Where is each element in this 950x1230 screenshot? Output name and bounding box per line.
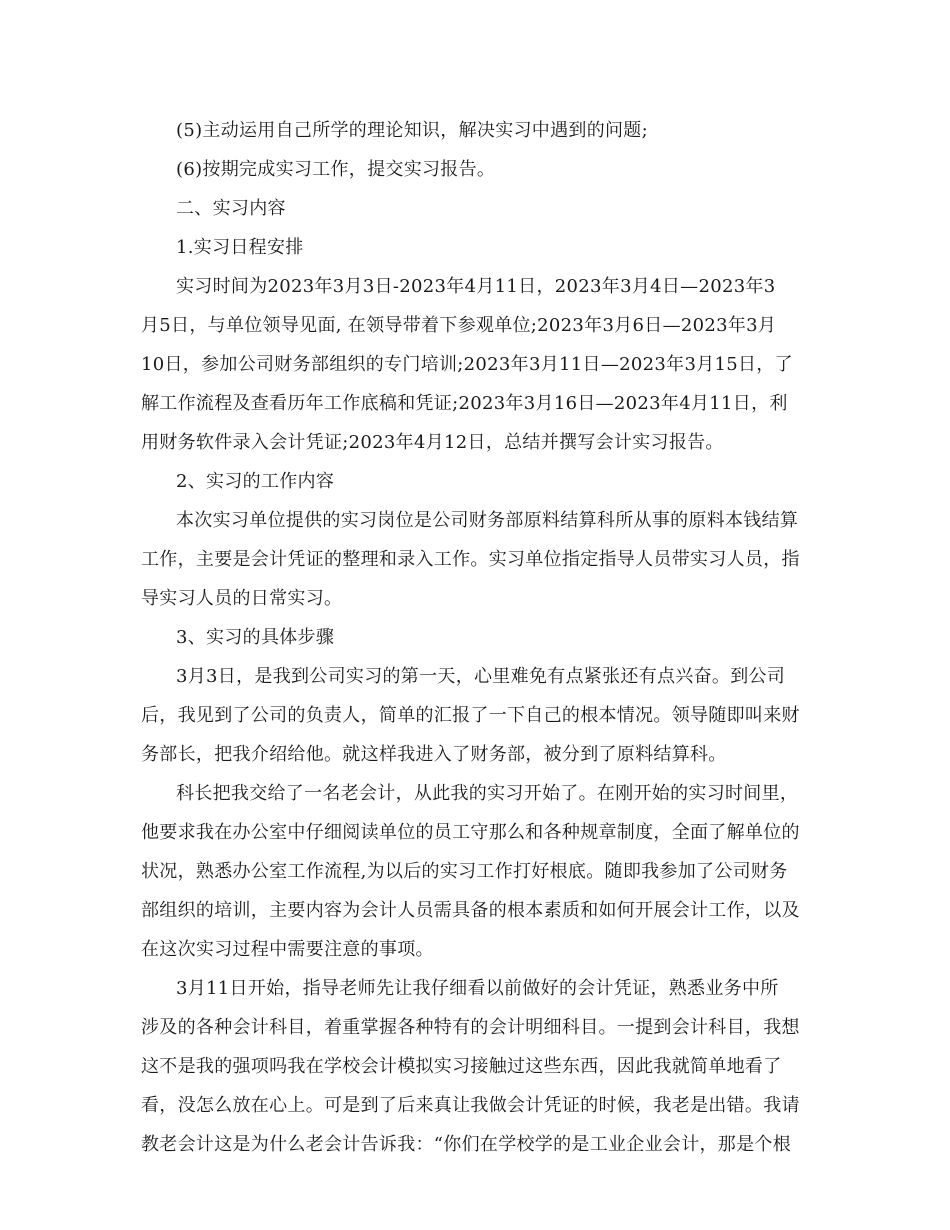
text-line: 月5日，与单位领导见面, 在领导带着下参观单位;2023年3月6日—2023年3月 — [141, 315, 777, 336]
text-line: 用财务软件录入会计凭证;2023年4月12日，总结并撰写会计实习报告。 — [141, 432, 724, 453]
text-line: 状况，熟悉办公室工作流程,为以后的实习工作打好根底。随即我参加了公司财务 — [141, 861, 788, 882]
subsection-heading: 1.实习日程安排 — [176, 237, 304, 258]
text-line: 解工作流程及查看历年工作底稿和凭证;2023年3月16日—2023年4月11日，利 — [141, 393, 788, 414]
text-line: 看，没怎么放在心上。可是到了后来真让我做会计凭证的时候，我老是出错。我请 — [141, 1095, 800, 1116]
text-line: 3月11日开始，指导老师先让我仔细看以前做好的会计凭证，熟悉业务中所 — [176, 978, 779, 999]
subsection-heading: 3、实习的具体步骤 — [176, 627, 335, 648]
text-line: 科长把我交给了一名老会计，从此我的实习开始了。在刚开始的实习时间里， — [176, 783, 799, 804]
text-line: 后，我见到了公司的负责人，简单的汇报了一下自己的根本情况。领导随即叫来财 — [141, 705, 800, 726]
text-line: 实习时间为2023年3月3日-2023年4月11日，2023年3月4日—2023年3 — [176, 276, 776, 297]
section-heading: 二、实习内容 — [176, 198, 286, 219]
text-line: 务部长，把我介绍给他。就这样我进入了财务部，被分到了原料结算科。 — [141, 744, 727, 765]
text-line: 涉及的各种会计科目，着重掌握各种特有的会计明细科目。一提到会计科目，我想 — [141, 1017, 800, 1038]
text-line: (5)主动运用自己所学的理论知识，解决实习中遇到的问题; — [176, 120, 648, 141]
text-line: 部组织的培训，主要内容为会计人员需具备的根本素质和如何开展会计工作，以及 — [141, 900, 800, 921]
text-line: 本次实习单位提供的实习岗位是公司财务部原料结算科所从事的原料本钱结算 — [176, 510, 799, 531]
text-line: 这不是我的强项吗我在学校会计模拟实习接触过这些东西，因此我就简单地看了 — [141, 1056, 782, 1077]
text-line: (6)按期完成实习工作，提交实习报告。 — [176, 159, 496, 180]
text-line: 工作，主要是会计凭证的整理和录入工作。实习单位指定指导人员带实习人员，指 — [141, 549, 800, 570]
text-line: 在这次实习过程中需要注意的事项。 — [141, 939, 434, 960]
text-line: 导实习人员的日常实习。 — [141, 588, 343, 609]
text-line: 他要求我在办公室中仔细阅读单位的员工守那么和各种规章制度，全面了解单位的 — [141, 822, 800, 843]
text-line: 教老会计这是为什么老会计告诉我：“你们在学校学的是工业企业会计，那是个根 — [141, 1134, 791, 1155]
text-line: 10日，参加公司财务部组织的专门培训;2023年3月11日—2023年3月15日，了 — [141, 354, 793, 375]
subsection-heading: 2、实习的工作内容 — [176, 471, 335, 492]
text-line: 3月3日，是我到公司实习的第一天，心里难免有点紧张还有点兴奋。到公司 — [176, 666, 786, 687]
